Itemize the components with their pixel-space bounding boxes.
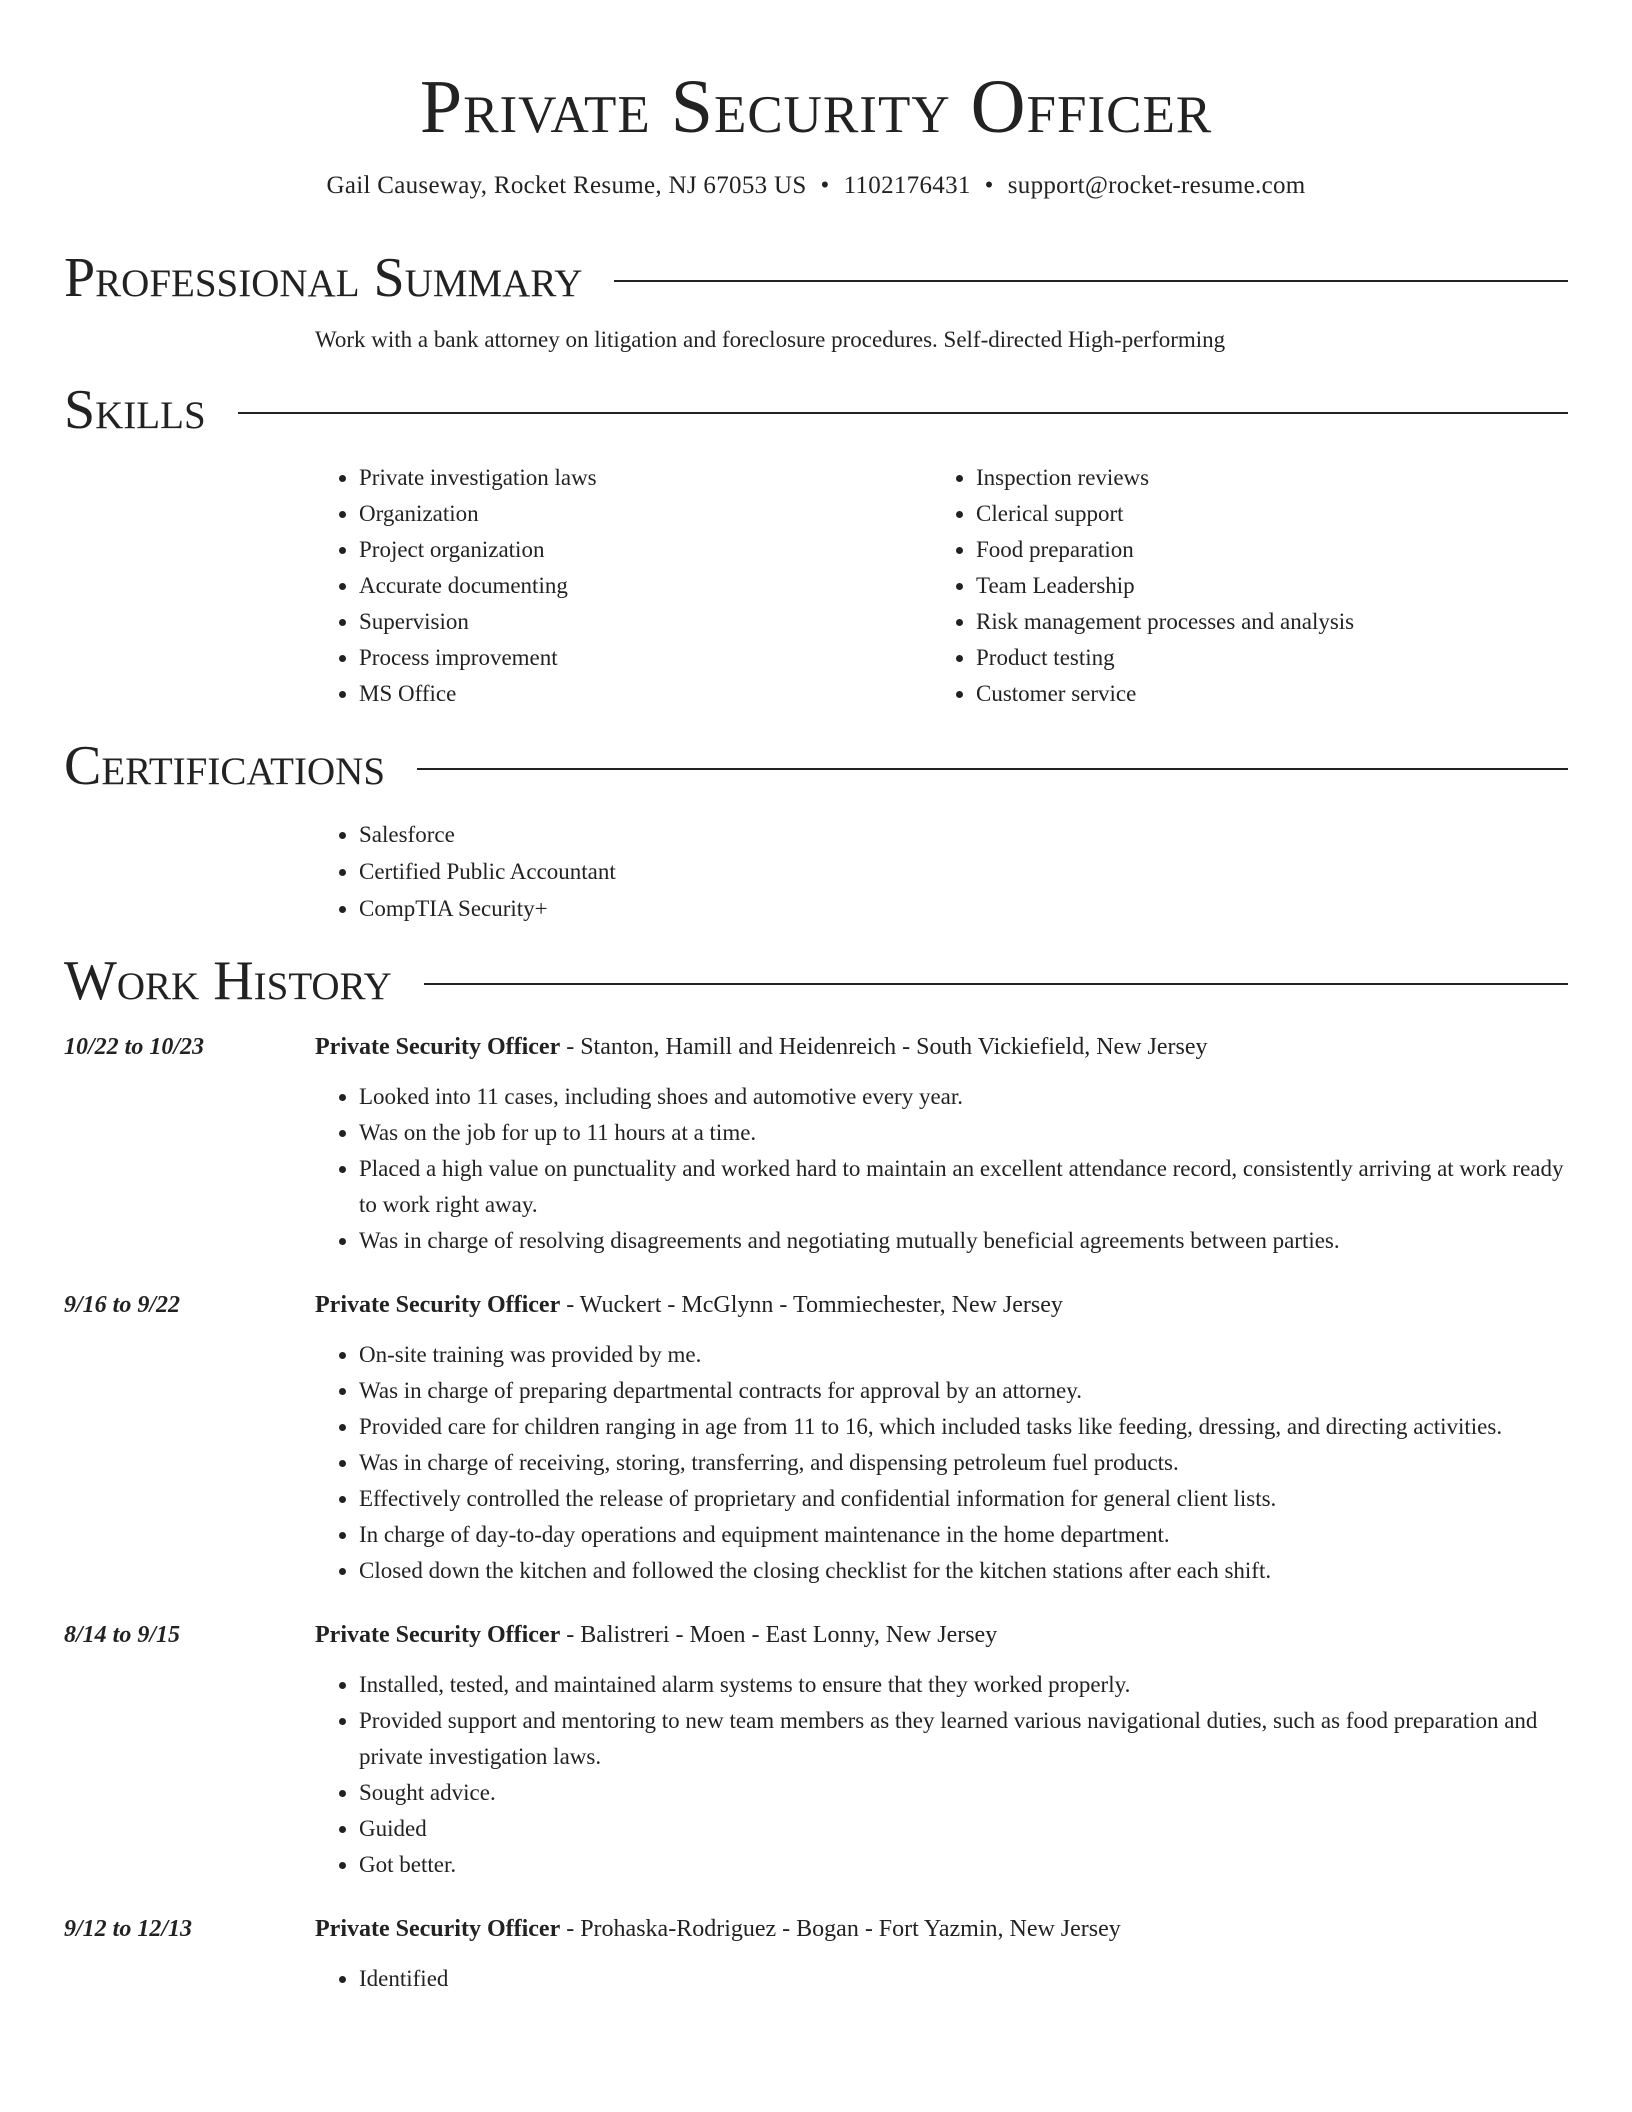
job-role: Private Security Officer [315, 1916, 561, 1942]
skill-item: • MS Office [359, 676, 932, 712]
job-entry [64, 1911, 1568, 1997]
certification-item: • Salesforce [359, 816, 1568, 853]
job-duty-item: • Placed a high value on punctuality and worked hard to maintain an excellent attendance record, consistently arriving at work ready to work right away. [359, 1151, 1568, 1223]
job-duty-item: • Got better. [359, 1847, 1568, 1883]
job-dates: 9/16 to 9/22 [64, 1292, 181, 1318]
job-heading [315, 1029, 1568, 1065]
job-duty-item: • Was in charge of receiving, storing, transferring, and dispensing petroleum fuel products. [359, 1445, 1568, 1481]
contact-line [64, 170, 1568, 202]
skills-column-left [315, 460, 932, 712]
job-duties [315, 1667, 1568, 1883]
section-divider [238, 412, 1568, 414]
job-body [315, 1029, 1568, 1259]
job-duty-item: • Closed down the kitchen and followed the closing checklist for the kitchen stations after each shift. [359, 1553, 1568, 1589]
job-duties [315, 1961, 1568, 1997]
skill-item: • Process improvement [359, 640, 932, 676]
job-role: Private Security Officer [315, 1622, 561, 1648]
skill-item: • Product testing [976, 640, 1549, 676]
job-duty-item: • Looked into 11 cases, including shoes and automotive every year. [359, 1079, 1568, 1115]
job-entry [64, 1617, 1568, 1883]
resume-page [64, 0, 1568, 2112]
page-title: Private Security Officer [419, 65, 1213, 149]
section-header-certifications [64, 734, 1568, 798]
skills-column-right [932, 460, 1549, 712]
job-entry [64, 1287, 1568, 1589]
section-header-work-history [64, 949, 1568, 1013]
section-title-work-history: Work History [64, 950, 392, 1012]
section-header-summary [64, 246, 1568, 310]
contact-separator: • [820, 172, 830, 199]
skill-item: • Clerical support [976, 496, 1549, 532]
job-body [315, 1287, 1568, 1589]
job-duty-item: • Was on the job for up to 11 hours at a time. [359, 1115, 1568, 1151]
job-duty-item: • Guided [359, 1811, 1568, 1847]
certifications-bullets [315, 816, 1568, 927]
section-header-skills [64, 378, 1568, 442]
job-heading [315, 1617, 1568, 1653]
job-employer-location: - Wuckert - McGlynn - Tommiechester, New Jersey [560, 1292, 1063, 1318]
section-title-certifications: Certifications [64, 735, 386, 797]
job-body [315, 1617, 1568, 1883]
contact-email: support@rocket-resume.com [1007, 172, 1306, 199]
skill-item: • Organization [359, 496, 932, 532]
job-duty-item: • Was in charge of resolving disagreements and negotiating mutually beneficial agreements between parties. [359, 1223, 1568, 1259]
job-heading [315, 1287, 1568, 1323]
job-employer-location: - Balistreri - Moen - East Lonny, New Jersey [560, 1622, 998, 1648]
contact-separator: • [984, 172, 994, 199]
job-entry [64, 1029, 1568, 1259]
job-duty-item: • Identified [359, 1961, 1568, 1997]
job-duty-item: • Provided care for children ranging in age from 11 to 16, which included tasks like feeding, dressing, and directing activities. [359, 1409, 1568, 1445]
section-title-skills: Skills [64, 379, 206, 441]
summary-text: Work with a bank attorney on litigation and foreclosure procedures. Self-directed High-performing [315, 327, 1226, 352]
skill-item: • Project organization [359, 532, 932, 568]
section-divider [424, 983, 1568, 985]
job-duty-item: • Effectively controlled the release of proprietary and confidential information for general client lists. [359, 1481, 1568, 1517]
skill-item: • Private investigation laws [359, 460, 932, 496]
job-heading [315, 1911, 1568, 1947]
skill-item: • Team Leadership [976, 568, 1549, 604]
job-dates: 10/22 to 10/23 [64, 1034, 205, 1060]
certifications-list [315, 816, 1568, 927]
job-dates: 8/14 to 9/15 [64, 1622, 181, 1648]
job-employer-location: - Prohaska-Rodriguez - Bogan - Fort Yazmin, New Jersey [560, 1916, 1121, 1942]
job-duty-item: • Installed, tested, and maintained alarm systems to ensure that they worked properly. [359, 1667, 1568, 1703]
section-divider [614, 280, 1568, 282]
job-employer-location: - Stanton, Hamill and Heidenreich - South Vickiefield, New Jersey [560, 1034, 1208, 1060]
certification-item: • Certified Public Accountant [359, 853, 1568, 890]
skill-item: • Customer service [976, 676, 1549, 712]
contact-phone: 1102176431 [843, 172, 971, 199]
job-duty-item: • Sought advice. [359, 1775, 1568, 1811]
skill-item: • Food preparation [976, 532, 1549, 568]
skill-item: • Risk management processes and analysis [976, 604, 1549, 640]
job-duty-item: • Was in charge of preparing departmental contracts for approval by an attorney. [359, 1373, 1568, 1409]
job-duties [315, 1337, 1568, 1589]
section-divider [417, 768, 1568, 770]
certification-item: • CompTIA Security+ [359, 890, 1568, 927]
section-title-summary: Professional Summary [64, 247, 583, 309]
skill-item: • Supervision [359, 604, 932, 640]
contact-address: Gail Causeway, Rocket Resume, NJ 67053 US [326, 172, 807, 199]
skill-item: • Accurate documenting [359, 568, 932, 604]
job-duty-item: • On-site training was provided by me. [359, 1337, 1568, 1373]
job-body [315, 1911, 1568, 1997]
job-role: Private Security Officer [315, 1034, 561, 1060]
job-duties [315, 1079, 1568, 1259]
job-dates: 9/12 to 12/13 [64, 1916, 193, 1942]
skill-item: • Inspection reviews [976, 460, 1549, 496]
job-duty-item: • In charge of day-to-day operations and equipment maintenance in the home department. [359, 1517, 1568, 1553]
job-duty-item: • Provided support and mentoring to new team members as they learned various navigational duties, such as food preparation and private investigation laws. [359, 1703, 1568, 1775]
skills-list [315, 460, 1568, 712]
job-role: Private Security Officer [315, 1292, 561, 1318]
